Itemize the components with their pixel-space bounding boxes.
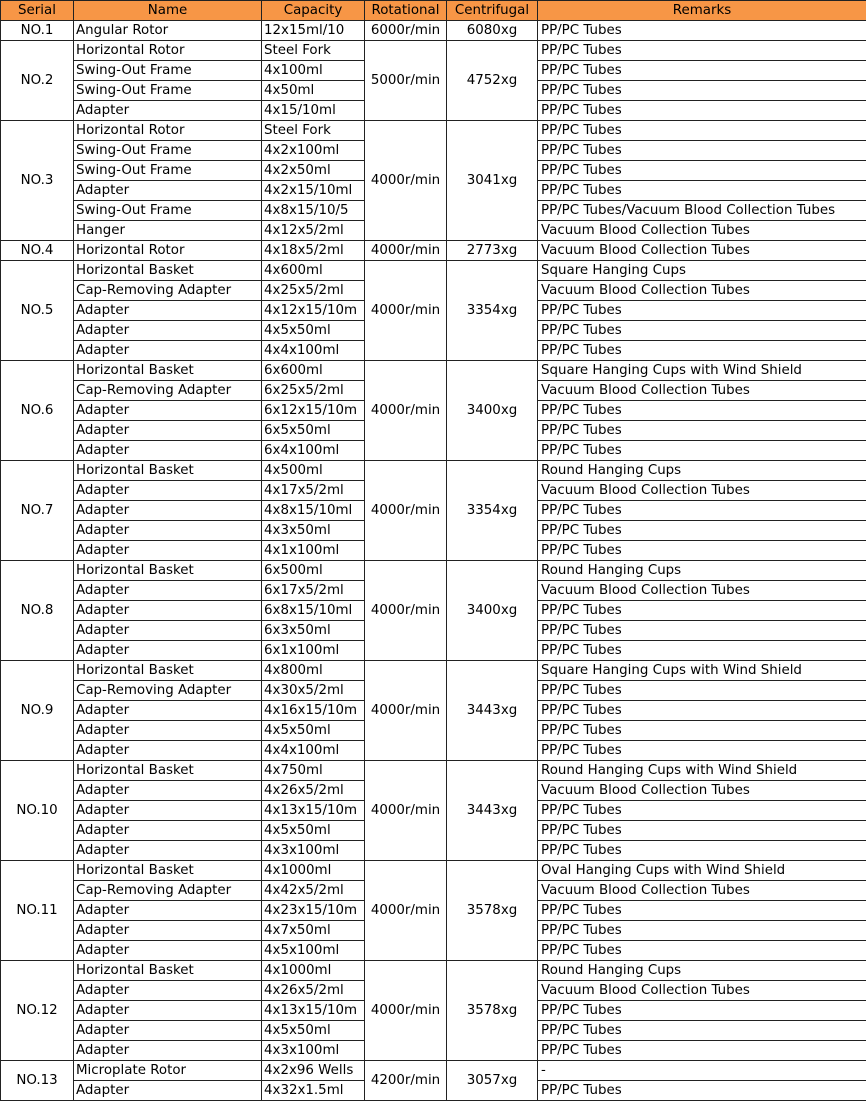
remarks-cell: PP/PC Tubes bbox=[538, 821, 866, 841]
header-row bbox=[1, 1, 866, 21]
capacity-cell: 4x26x5/2ml bbox=[262, 781, 365, 801]
name-cell: Swing-Out Frame bbox=[74, 81, 262, 101]
remarks-cell: PP/PC Tubes bbox=[538, 321, 866, 341]
remarks-cell: PP/PC Tubes bbox=[538, 421, 866, 441]
remarks-cell: PP/PC Tubes bbox=[538, 741, 866, 761]
name-cell: Adapter bbox=[74, 981, 262, 1001]
name-cell: Horizontal Basket bbox=[74, 761, 262, 781]
capacity-cell: 6x12x15/10m bbox=[262, 401, 365, 421]
capacity-cell: 4x500ml bbox=[262, 461, 365, 481]
header-centrifugal: Centrifugal bbox=[447, 1, 538, 21]
remarks-cell: PP/PC Tubes/Vacuum Blood Collection Tubes bbox=[538, 201, 866, 221]
name-cell: Horizontal Basket bbox=[74, 961, 262, 981]
name-cell: Swing-Out Frame bbox=[74, 201, 262, 221]
name-cell: Horizontal Rotor bbox=[74, 241, 262, 261]
remarks-cell: Vacuum Blood Collection Tubes bbox=[538, 221, 866, 241]
capacity-cell: 6x8x15/10ml bbox=[262, 601, 365, 621]
serial-cell: NO.5 bbox=[1, 261, 74, 361]
serial-cell: NO.8 bbox=[1, 561, 74, 661]
rotational-cell: 4000r/min bbox=[365, 661, 447, 761]
capacity-cell: 4x16x15/10m bbox=[262, 701, 365, 721]
remarks-cell: PP/PC Tubes bbox=[538, 301, 866, 321]
name-cell: Adapter bbox=[74, 801, 262, 821]
remarks-cell: Vacuum Blood Collection Tubes bbox=[538, 981, 866, 1001]
serial-cell: NO.6 bbox=[1, 361, 74, 461]
remarks-cell: Vacuum Blood Collection Tubes bbox=[538, 481, 866, 501]
remarks-cell: PP/PC Tubes bbox=[538, 941, 866, 961]
remarks-cell: PP/PC Tubes bbox=[538, 1021, 866, 1041]
capacity-cell: 6x25x5/2ml bbox=[262, 381, 365, 401]
centrifugal-cell: 3400xg bbox=[447, 361, 538, 461]
name-cell: Adapter bbox=[74, 1041, 262, 1061]
capacity-cell: Steel Fork bbox=[262, 121, 365, 141]
remarks-cell: Vacuum Blood Collection Tubes bbox=[538, 281, 866, 301]
rotational-cell: 5000r/min bbox=[365, 41, 447, 121]
name-cell: Adapter bbox=[74, 301, 262, 321]
table-row bbox=[1, 1061, 866, 1081]
remarks-cell: Vacuum Blood Collection Tubes bbox=[538, 241, 866, 261]
serial-cell: NO.9 bbox=[1, 661, 74, 761]
remarks-cell: PP/PC Tubes bbox=[538, 841, 866, 861]
capacity-cell: 4x1000ml bbox=[262, 961, 365, 981]
name-cell: Adapter bbox=[74, 101, 262, 121]
name-cell: Adapter bbox=[74, 481, 262, 501]
capacity-cell: 4x12x5/2ml bbox=[262, 221, 365, 241]
remarks-cell: PP/PC Tubes bbox=[538, 901, 866, 921]
remarks-cell: Square Hanging Cups with Wind Shield bbox=[538, 361, 866, 381]
centrifugal-cell: 3443xg bbox=[447, 761, 538, 861]
name-cell: Adapter bbox=[74, 841, 262, 861]
name-cell: Horizontal Rotor bbox=[74, 121, 262, 141]
serial-cell: NO.11 bbox=[1, 861, 74, 961]
name-cell: Swing-Out Frame bbox=[74, 61, 262, 81]
name-cell: Cap-Removing Adapter bbox=[74, 381, 262, 401]
remarks-cell: PP/PC Tubes bbox=[538, 41, 866, 61]
rotational-cell: 4000r/min bbox=[365, 561, 447, 661]
capacity-cell: 4x5x50ml bbox=[262, 321, 365, 341]
capacity-cell: 4x600ml bbox=[262, 261, 365, 281]
remarks-cell: PP/PC Tubes bbox=[538, 521, 866, 541]
centrifugal-cell: 3057xg bbox=[447, 1061, 538, 1101]
remarks-cell: PP/PC Tubes bbox=[538, 81, 866, 101]
rotational-cell: 4000r/min bbox=[365, 761, 447, 861]
name-cell: Adapter bbox=[74, 821, 262, 841]
name-cell: Adapter bbox=[74, 181, 262, 201]
remarks-cell: PP/PC Tubes bbox=[538, 1081, 866, 1101]
name-cell: Hanger bbox=[74, 221, 262, 241]
header-remarks: Remarks bbox=[538, 1, 866, 21]
capacity-cell: 4x2x96 Wells bbox=[262, 1061, 365, 1081]
rotational-cell: 4000r/min bbox=[365, 961, 447, 1061]
capacity-cell: 6x17x5/2ml bbox=[262, 581, 365, 601]
name-cell: Adapter bbox=[74, 581, 262, 601]
serial-cell: NO.12 bbox=[1, 961, 74, 1061]
remarks-cell: PP/PC Tubes bbox=[538, 721, 866, 741]
capacity-cell: 6x600ml bbox=[262, 361, 365, 381]
capacity-cell: Steel Fork bbox=[262, 41, 365, 61]
capacity-cell: 4x800ml bbox=[262, 661, 365, 681]
centrifugal-cell: 2773xg bbox=[447, 241, 538, 261]
name-cell: Adapter bbox=[74, 621, 262, 641]
remarks-cell: PP/PC Tubes bbox=[538, 681, 866, 701]
capacity-cell: 4x3x100ml bbox=[262, 1041, 365, 1061]
remarks-cell: PP/PC Tubes bbox=[538, 441, 866, 461]
remarks-cell: Vacuum Blood Collection Tubes bbox=[538, 581, 866, 601]
name-cell: Adapter bbox=[74, 701, 262, 721]
centrifugal-cell: 3354xg bbox=[447, 261, 538, 361]
serial-cell: NO.4 bbox=[1, 241, 74, 261]
capacity-cell: 4x23x15/10m bbox=[262, 901, 365, 921]
name-cell: Swing-Out Frame bbox=[74, 141, 262, 161]
capacity-cell: 4x2x100ml bbox=[262, 141, 365, 161]
table-row bbox=[1, 661, 866, 681]
remarks-cell: PP/PC Tubes bbox=[538, 401, 866, 421]
table-row bbox=[1, 761, 866, 781]
capacity-cell: 4x26x5/2ml bbox=[262, 981, 365, 1001]
capacity-cell: 6x5x50ml bbox=[262, 421, 365, 441]
capacity-cell: 4x50ml bbox=[262, 81, 365, 101]
rotational-cell: 4000r/min bbox=[365, 241, 447, 261]
table-row bbox=[1, 361, 866, 381]
capacity-cell: 6x1x100ml bbox=[262, 641, 365, 661]
remarks-cell: PP/PC Tubes bbox=[538, 101, 866, 121]
capacity-cell: 4x42x5/2ml bbox=[262, 881, 365, 901]
name-cell: Adapter bbox=[74, 941, 262, 961]
capacity-cell: 4x4x100ml bbox=[262, 341, 365, 361]
name-cell: Adapter bbox=[74, 781, 262, 801]
remarks-cell: Round Hanging Cups bbox=[538, 961, 866, 981]
table-row bbox=[1, 121, 866, 141]
remarks-cell: PP/PC Tubes bbox=[538, 181, 866, 201]
capacity-cell: 4x7x50ml bbox=[262, 921, 365, 941]
name-cell: Cap-Removing Adapter bbox=[74, 681, 262, 701]
rotational-cell: 4000r/min bbox=[365, 261, 447, 361]
capacity-cell: 4x100ml bbox=[262, 61, 365, 81]
remarks-cell: Round Hanging Cups bbox=[538, 561, 866, 581]
capacity-cell: 4x13x15/10m bbox=[262, 801, 365, 821]
centrifugal-cell: 3400xg bbox=[447, 561, 538, 661]
name-cell: Adapter bbox=[74, 501, 262, 521]
name-cell: Adapter bbox=[74, 541, 262, 561]
header-serial: Serial bbox=[1, 1, 74, 21]
remarks-cell: Vacuum Blood Collection Tubes bbox=[538, 781, 866, 801]
remarks-cell: PP/PC Tubes bbox=[538, 21, 866, 41]
centrifugal-cell: 3443xg bbox=[447, 661, 538, 761]
name-cell: Adapter bbox=[74, 1081, 262, 1101]
capacity-cell: 4x1x100ml bbox=[262, 541, 365, 561]
remarks-cell: PP/PC Tubes bbox=[538, 161, 866, 181]
name-cell: Horizontal Basket bbox=[74, 561, 262, 581]
remarks-cell: Round Hanging Cups with Wind Shield bbox=[538, 761, 866, 781]
table-row bbox=[1, 561, 866, 581]
name-cell: Horizontal Rotor bbox=[74, 41, 262, 61]
remarks-cell: PP/PC Tubes bbox=[538, 61, 866, 81]
name-cell: Adapter bbox=[74, 321, 262, 341]
remarks-cell: PP/PC Tubes bbox=[538, 601, 866, 621]
centrifugal-cell: 6080xg bbox=[447, 21, 538, 41]
name-cell: Adapter bbox=[74, 401, 262, 421]
remarks-cell: PP/PC Tubes bbox=[538, 801, 866, 821]
serial-cell: NO.7 bbox=[1, 461, 74, 561]
remarks-cell: PP/PC Tubes bbox=[538, 1041, 866, 1061]
serial-cell: NO.1 bbox=[1, 21, 74, 41]
capacity-cell: 4x3x50ml bbox=[262, 521, 365, 541]
rotational-cell: 6000r/min bbox=[365, 21, 447, 41]
capacity-cell: 4x2x50ml bbox=[262, 161, 365, 181]
name-cell: Adapter bbox=[74, 421, 262, 441]
remarks-cell: PP/PC Tubes bbox=[538, 501, 866, 521]
remarks-cell: Square Hanging Cups with Wind Shield bbox=[538, 661, 866, 681]
capacity-cell: 4x8x15/10ml bbox=[262, 501, 365, 521]
remarks-cell: PP/PC Tubes bbox=[538, 141, 866, 161]
name-cell: Adapter bbox=[74, 601, 262, 621]
table-row bbox=[1, 961, 866, 981]
header-name: Name bbox=[74, 1, 262, 21]
table-body bbox=[1, 21, 866, 1101]
remarks-cell: Oval Hanging Cups with Wind Shield bbox=[538, 861, 866, 881]
capacity-cell: 4x25x5/2ml bbox=[262, 281, 365, 301]
capacity-cell: 4x5x50ml bbox=[262, 821, 365, 841]
name-cell: Adapter bbox=[74, 341, 262, 361]
remarks-cell: Vacuum Blood Collection Tubes bbox=[538, 881, 866, 901]
name-cell: Angular Rotor bbox=[74, 21, 262, 41]
remarks-cell: Vacuum Blood Collection Tubes bbox=[538, 381, 866, 401]
capacity-cell: 4x12x15/10m bbox=[262, 301, 365, 321]
centrifugal-cell: 3041xg bbox=[447, 121, 538, 241]
capacity-cell: 4x750ml bbox=[262, 761, 365, 781]
table-row bbox=[1, 861, 866, 881]
centrifugal-cell: 4752xg bbox=[447, 41, 538, 121]
name-cell: Adapter bbox=[74, 901, 262, 921]
table-row bbox=[1, 21, 866, 41]
name-cell: Adapter bbox=[74, 441, 262, 461]
capacity-cell: 4x2x15/10ml bbox=[262, 181, 365, 201]
remarks-cell: - bbox=[538, 1061, 866, 1081]
serial-cell: NO.3 bbox=[1, 121, 74, 241]
name-cell: Adapter bbox=[74, 1021, 262, 1041]
rotational-cell: 4000r/min bbox=[365, 361, 447, 461]
remarks-cell: PP/PC Tubes bbox=[538, 641, 866, 661]
name-cell: Swing-Out Frame bbox=[74, 161, 262, 181]
remarks-cell: PP/PC Tubes bbox=[538, 541, 866, 561]
header-capacity: Capacity bbox=[262, 1, 365, 21]
remarks-cell: Round Hanging Cups bbox=[538, 461, 866, 481]
name-cell: Microplate Rotor bbox=[74, 1061, 262, 1081]
name-cell: Adapter bbox=[74, 741, 262, 761]
rotational-cell: 4000r/min bbox=[365, 461, 447, 561]
table-row bbox=[1, 261, 866, 281]
name-cell: Horizontal Basket bbox=[74, 261, 262, 281]
serial-cell: NO.13 bbox=[1, 1061, 74, 1101]
capacity-cell: 4x32x1.5ml bbox=[262, 1081, 365, 1101]
capacity-cell: 4x5x50ml bbox=[262, 721, 365, 741]
capacity-cell: 4x5x100ml bbox=[262, 941, 365, 961]
name-cell: Adapter bbox=[74, 521, 262, 541]
header-rotational: Rotational bbox=[365, 1, 447, 21]
rotational-cell: 4200r/min bbox=[365, 1061, 447, 1101]
remarks-cell: PP/PC Tubes bbox=[538, 121, 866, 141]
table-row bbox=[1, 41, 866, 61]
remarks-cell: PP/PC Tubes bbox=[538, 341, 866, 361]
capacity-cell: 4x18x5/2ml bbox=[262, 241, 365, 261]
name-cell: Horizontal Basket bbox=[74, 861, 262, 881]
remarks-cell: Square Hanging Cups bbox=[538, 261, 866, 281]
capacity-cell: 6x3x50ml bbox=[262, 621, 365, 641]
capacity-cell: 6x4x100ml bbox=[262, 441, 365, 461]
remarks-cell: PP/PC Tubes bbox=[538, 621, 866, 641]
capacity-cell: 4x30x5/2ml bbox=[262, 681, 365, 701]
capacity-cell: 12x15ml/10 bbox=[262, 21, 365, 41]
remarks-cell: PP/PC Tubes bbox=[538, 921, 866, 941]
capacity-cell: 4x17x5/2ml bbox=[262, 481, 365, 501]
capacity-cell: 4x15/10ml bbox=[262, 101, 365, 121]
remarks-cell: PP/PC Tubes bbox=[538, 701, 866, 721]
table-row bbox=[1, 461, 866, 481]
rotational-cell: 4000r/min bbox=[365, 861, 447, 961]
serial-cell: NO.2 bbox=[1, 41, 74, 121]
name-cell: Horizontal Basket bbox=[74, 461, 262, 481]
name-cell: Cap-Removing Adapter bbox=[74, 281, 262, 301]
serial-cell: NO.10 bbox=[1, 761, 74, 861]
name-cell: Cap-Removing Adapter bbox=[74, 881, 262, 901]
capacity-cell: 4x3x100ml bbox=[262, 841, 365, 861]
name-cell: Adapter bbox=[74, 641, 262, 661]
capacity-cell: 6x500ml bbox=[262, 561, 365, 581]
rotational-cell: 4000r/min bbox=[365, 121, 447, 241]
capacity-cell: 4x8x15/10/5 bbox=[262, 201, 365, 221]
name-cell: Horizontal Basket bbox=[74, 661, 262, 681]
name-cell: Adapter bbox=[74, 921, 262, 941]
centrifugal-cell: 3354xg bbox=[447, 461, 538, 561]
remarks-cell: PP/PC Tubes bbox=[538, 1001, 866, 1021]
name-cell: Horizontal Basket bbox=[74, 361, 262, 381]
capacity-cell: 4x5x50ml bbox=[262, 1021, 365, 1041]
name-cell: Adapter bbox=[74, 721, 262, 741]
capacity-cell: 4x13x15/10m bbox=[262, 1001, 365, 1021]
centrifugal-cell: 3578xg bbox=[447, 861, 538, 961]
table-row bbox=[1, 241, 866, 261]
centrifugal-cell: 3578xg bbox=[447, 961, 538, 1061]
capacity-cell: 4x1000ml bbox=[262, 861, 365, 881]
capacity-cell: 4x4x100ml bbox=[262, 741, 365, 761]
name-cell: Adapter bbox=[74, 1001, 262, 1021]
